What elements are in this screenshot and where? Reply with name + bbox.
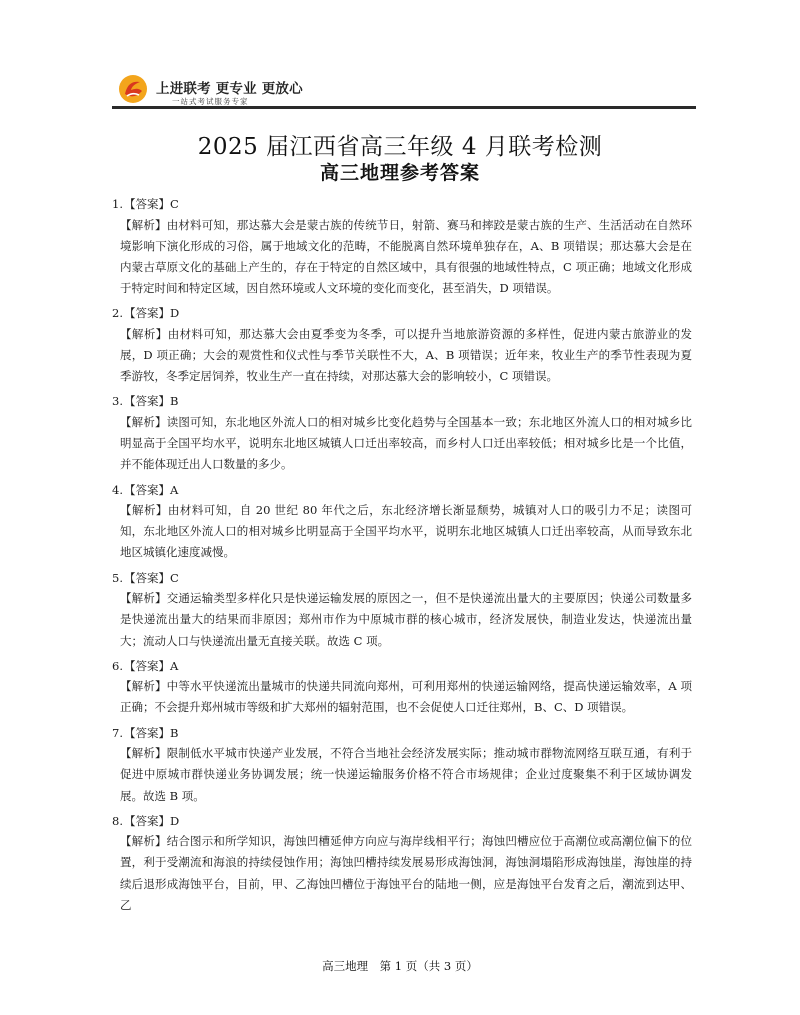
answer-item [112, 392, 692, 475]
page-footer: 高三地理 第 1 页（共 3 页） [322, 959, 478, 973]
page-title: 2025 届江西省高三年级 4 月联考检测 [197, 134, 603, 160]
answer-line [112, 812, 692, 832]
header-divider [112, 106, 696, 109]
analysis-text: 【解析】读图可知，东北地区外流人口的相对城乡比变化趋势与全国基本一致；东北地区外流人口的相对城乡比明显高于全国平均水平，说明东北地区城镇人口迁出率较高，而乡村人口迁出率较低；相对城乡比是一个比值，并不能体现迁出人口数量的多少。 [120, 414, 692, 472]
brand-tagline: 一站式考试服务专家 [172, 97, 249, 106]
answer-line [112, 481, 692, 501]
answer-text: 【答案】D [124, 306, 180, 321]
answer-item [112, 195, 692, 299]
answer-line [112, 569, 692, 589]
analysis-text: 【解析】由材料可知，那达慕大会由夏季变为冬季，可以提升当地旅游资源的多样性，促进内蒙古旅游业的发展，D 项正确；大会的观赏性和仪式性与季节关联性不大，A、B 项错误；近年来，牧业生产的季节性表现为夏季游牧，冬季定居饲养，牧业生产一直在持续，对那达慕大会的影响较小，C 项错误。 [120, 326, 692, 384]
brand-logo-icon [118, 74, 148, 104]
brand-slogan: 上进联考 更专业 更放心 [156, 81, 303, 97]
answer-text: 【答案】A [124, 658, 179, 673]
analysis-text: 【解析】由材料可知，自 20 世纪 80 年代之后，东北经济增长渐显颓势，城镇对人口的吸引力不足；读图可知，东北地区外流人口的相对城乡比明显高于全国平均水平，说明东北地区城镇人口迁出率较高，从而导致东北地区城镇化速度减慢。 [120, 503, 692, 560]
answer-item [112, 657, 692, 719]
answer-text: 【答案】D [124, 813, 180, 828]
answer-text: 【答案】A [124, 482, 179, 497]
question-number: 6. [112, 658, 123, 673]
answer-item [112, 304, 692, 387]
answer-line [112, 392, 692, 412]
answer-item [112, 481, 692, 564]
answer-item [112, 569, 692, 652]
page-subtitle: 高三地理参考答案 [319, 162, 480, 184]
analysis-text: 【解析】交通运输类型多样化只是快递运输发展的原因之一，但不是快递流出量大的主要原因；快递公司数量多是快递流出量大的结果而非原因；郑州市作为中原城市群的核心城市，经济发展快，制造业发达，快递流出量大；流动人口与快递流出量无直接关联。故选 C 项。 [120, 591, 692, 648]
answer-list [112, 195, 692, 921]
analysis-text: 【解析】中等水平快递流出量城市的快递共同流向郑州，可利用郑州的快递运输网络，提高快递运输效率，A 项正确；不会提升郑州城市等级和扩大郑州的辐射范围，也不会促使人口迁往郑州，B、C、D 项错误。 [120, 679, 692, 715]
question-number: 2. [112, 306, 123, 321]
question-number: 1. [112, 197, 123, 211]
page-header [112, 72, 692, 112]
answer-text: 【答案】B [124, 725, 179, 740]
answer-line [112, 304, 692, 324]
answer-text: 【答案】C [124, 570, 179, 585]
analysis-text: 【解析】由材料可知，那达慕大会是蒙古族的传统节日，射箭、赛马和摔跤是蒙古族的生产、生活活动在自然环境影响下演化形成的习俗，属于地域文化的范畴，不能脱离自然环境单独存在，A、B 项错误；那达慕大会是在内蒙古草原文化的基础上产生的，存在于特定的自然区域中，具有很强的地域性特点，C 项正确；地域文化形成于特定时间和特定区域，因自然环境或人文环境的变化而变化，甚至消失，D 项错误。 [120, 217, 692, 296]
question-number: 8. [112, 813, 123, 828]
answer-line [112, 657, 692, 677]
analysis-text: 【解析】限制低水平城市快递产业发展，不符合当地社会经济发展实际；推动城市群物流网络互联互通，有利于促进中原城市群快递业务协调发展；统一快递运输服务价格不符合市场规律；企业过度聚集不利于区域协调发展。故选 B 项。 [120, 746, 692, 803]
answer-line [112, 724, 692, 744]
question-number: 4. [112, 482, 123, 497]
question-number: 3. [112, 394, 123, 409]
answer-item [112, 724, 692, 807]
answer-text: 【答案】B [124, 394, 179, 409]
answer-line [112, 195, 692, 215]
question-number: 5. [112, 570, 123, 585]
analysis-text: 【解析】结合图示和所学知识，海蚀凹槽延伸方向应与海岸线相平行；海蚀凹槽应位于高潮位或高潮位偏下的位置，利于受潮流和海浪的持续侵蚀作用；海蚀凹槽持续发展易形成海蚀洞，海蚀洞塌陷形成海蚀崖，海蚀崖的持续后退形成海蚀平台，目前，甲、乙海蚀凹槽位于海蚀平台的陆地一侧，应是海蚀平台发育之后，潮流到达甲、乙 [120, 834, 692, 912]
answer-text: 【答案】C [124, 197, 179, 211]
question-number: 7. [112, 725, 123, 740]
answer-item [112, 812, 692, 916]
